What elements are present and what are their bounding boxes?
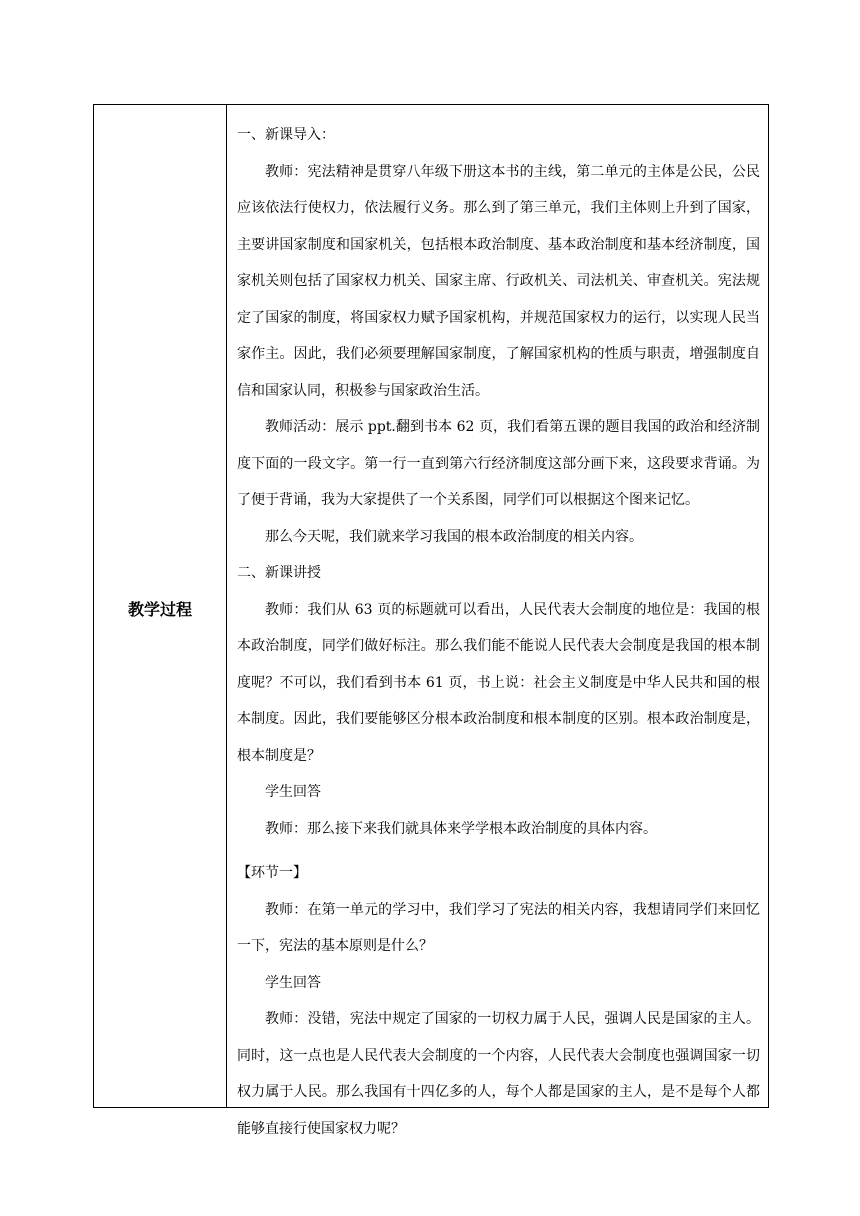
paragraph: 学生回答	[265, 784, 321, 800]
paragraph: 学生回答	[265, 974, 321, 991]
paragraph: 教师：那么接下来我们就具体来学学根本政治制度的具体内容。	[265, 820, 657, 837]
paragraph: 二、新课讲授	[237, 565, 321, 581]
content-cell	[227, 105, 768, 1137]
label-cell	[94, 105, 227, 1107]
paragraph: 教师：我们从 63 页的标题就可以看出，人民代表大会制度的地位是：我国的根本政治制度，同学们做好标注。那么我们能不能说人民代表大会制度是我国的根本制度呢？不可以，我们看到书本 61 页，书上说：社会主义制度是中华人民共和国的根本制度。因此，我们要能够区分根本政治制度和根本制度的区别。根本政治制度是，根本制度是？	[237, 601, 760, 764]
lesson-table	[93, 104, 769, 1137]
paragraph: 教师活动：展示 ppt.翻到书本 62 页，我们看第五课的题目我国的政治和经济制度下面的一段文字。第一行一直到第六行经济制度这部分画下来，这段要求背诵。为了便于背诵，我为大家提供了一个关系图，同学们可以根据这个图来记忆。	[237, 419, 760, 508]
paragraph: 一、新课导入：	[237, 127, 335, 143]
section-label: 教学过程	[127, 600, 192, 619]
paragraph: 教师：没错，宪法中规定了国家的一切权力属于人民，强调人民是国家的主人。同时，这一点也是人民代表大会制度的一个内容，人民代表大会制度也强调国家一切权力属于人民。那么我国有十四亿多的人，每个人都是国家的主人，是不是每个人都能够直接行使国家权力呢？	[237, 1011, 760, 1137]
paragraph: 教师：在第一单元的学习中，我们学习了宪法的相关内容，我想请同学们来回忆一下，宪法的基本原则是什么？	[237, 901, 760, 954]
paragraph: 【环节一】	[237, 865, 307, 881]
paragraph: 教师：宪法精神是贯穿八年级下册这本书的主线，第二单元的主体是公民，公民应该依法行使权力，依法履行义务。那么到了第三单元，我们主体则上升到了国家，主要讲国家制度和国家机关，包括根本政治制度、基本政治制度和基本经济制度，国家机关则包括了国家权力机关、国家主席、行政机关、司法机关、审查机关。宪法规定了国家的制度，将国家权力赋予国家机构，并规范国家权力的运行，以实现人民当家作主。因此，我们必须要理解国家制度，了解国家机构的性质与职责，增强制度自信和国家认同，积极参与国家政治生活。	[237, 163, 760, 399]
paragraph: 那么今天呢，我们就来学习我国的根本政治制度的相关内容。	[265, 528, 643, 545]
